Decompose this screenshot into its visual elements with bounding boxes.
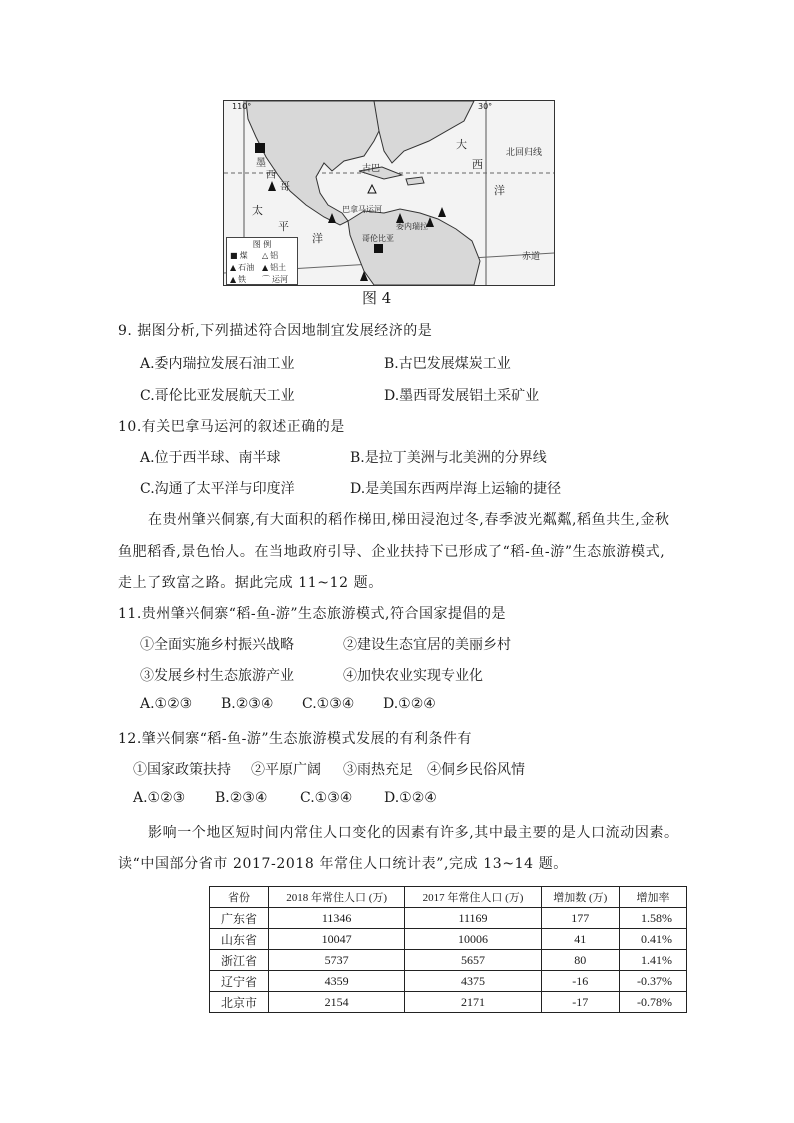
q12-option-d: D.①②④: [384, 790, 437, 806]
q10-option-a: A.位于西半球、南半球: [140, 450, 281, 466]
legend-item: [230, 262, 262, 273]
pacific-label-2: 平: [278, 220, 289, 233]
table-cell: 0.41%: [619, 929, 686, 950]
table-cell: 5657: [405, 950, 541, 971]
q11-statement-2: ②建设生态宜居的美丽乡村: [343, 637, 511, 653]
legend-item: [230, 274, 262, 285]
table-row: [210, 929, 687, 950]
legend-item: [262, 250, 294, 261]
table-cell: 2154: [269, 992, 405, 1013]
passage1-line1: 在贵州肇兴侗寨,有大面积的稻作梯田,梯田浸泡过冬,春季波光粼粼,稻鱼共生,金秋: [148, 512, 670, 528]
q12-option-a: A.①②③: [133, 790, 186, 806]
table-cell: -0.78%: [619, 992, 686, 1013]
province-cell: 山东省: [210, 929, 269, 950]
q11-option-a: A.①②③: [140, 696, 193, 712]
legend-label: 煤: [239, 251, 248, 260]
q11-statement-3: ③发展乡村生态旅游产业: [140, 668, 294, 684]
q12-statement-4: ④侗乡民俗风情: [427, 762, 525, 778]
q11-option-b: B.②③④: [221, 696, 274, 712]
panama-label: 巴拿马运河: [342, 205, 382, 214]
province-cell: 浙江省: [210, 950, 269, 971]
table-cell: 5737: [269, 950, 405, 971]
legend-label: 铝: [270, 251, 279, 260]
q9-option-c: C.哥伦比亚发展航天工业: [140, 388, 295, 404]
iron-icon: ▲: [230, 275, 237, 284]
q12-option-b: B.②③④: [215, 790, 268, 806]
table-cell: 11169: [405, 908, 541, 929]
table-cell: 4375: [405, 971, 541, 992]
table-cell: 11346: [269, 908, 405, 929]
column-header: 增加数 (万): [541, 887, 619, 908]
q10-option-d: D.是美国东西两岸海上运输的捷径: [350, 481, 562, 497]
venezuela-label: 委内瑞拉: [396, 222, 428, 231]
legend-label: 铝土: [270, 263, 287, 272]
coal-icon: ■: [230, 251, 238, 260]
colombia-label: 哥伦比亚: [362, 234, 394, 243]
legend-item: [262, 262, 294, 273]
q12-stem: 12.肇兴侗寨“稻-鱼-游”生态旅游模式发展的有利条件有: [118, 731, 473, 747]
legend-label: 石油: [238, 263, 255, 272]
figure-caption: 图 4: [362, 289, 392, 307]
q12-statement-3: ③雨热充足: [343, 762, 413, 778]
legend-label: 铁: [238, 275, 247, 284]
passage1-line2: 鱼肥稻香,景色怡人。在当地政府引导、企业扶持下已形成了“稻-鱼-游”生态旅游模式,: [118, 544, 666, 560]
atlantic-label-1: 大: [456, 138, 467, 151]
q9-option-a: A.委内瑞拉发展石油工业: [140, 356, 295, 372]
q11-option-d: D.①②④: [383, 696, 436, 712]
province-cell: 北京市: [210, 992, 269, 1013]
legend-title: 图 例: [252, 240, 272, 249]
province-cell: 辽宁省: [210, 971, 269, 992]
atlantic-label-3: 洋: [494, 184, 505, 197]
column-header: 2018 年常住人口 (万): [269, 887, 405, 908]
aluminum-marker: [368, 185, 376, 193]
q11-stem: 11.贵州肇兴侗寨“稻-鱼-游”生态旅游模式,符合国家提倡的是: [118, 606, 506, 622]
passage2-line1: 影响一个地区短时间内常住人口变化的因素有许多,其中最主要的是人口流动因素。: [148, 825, 679, 841]
lon-30-label: 30°: [478, 102, 493, 111]
table-cell: 177: [541, 908, 619, 929]
q11-statement-4: ④加快农业实现专业化: [343, 668, 483, 684]
atlantic-label-2: 西: [472, 158, 483, 171]
table-cell: 80: [541, 950, 619, 971]
q11-statement-1: ①全面实施乡村振兴战略: [140, 637, 294, 653]
table-cell: 2171: [405, 992, 541, 1013]
table-cell: 10006: [405, 929, 541, 950]
pacific-label-3: 洋: [312, 232, 323, 245]
coal-marker: [374, 244, 383, 253]
table-cell: -0.37%: [619, 971, 686, 992]
table-cell: 1.41%: [619, 950, 686, 971]
equator-label: 赤道: [522, 252, 541, 262]
legend-label: 运河: [272, 275, 288, 284]
coal-marker: [255, 143, 265, 153]
table-cell: 1.58%: [619, 908, 686, 929]
legend-item: [230, 250, 262, 261]
column-header: 增加率: [619, 887, 686, 908]
legend-item: [262, 274, 294, 285]
passage2-line2: 读“中国部分省市 2017-2018 年常住人口统计表”,完成 13~14 题。: [118, 856, 568, 872]
table-header-row: [210, 887, 687, 908]
cuba-label: 古巴: [362, 164, 381, 174]
q12-option-c: C.①③④: [300, 790, 353, 806]
map-legend: [226, 237, 298, 285]
mexico-label-3: 哥: [280, 182, 290, 193]
pacific-label-1: 太: [252, 204, 263, 217]
table-row: [210, 908, 687, 929]
tropic-label: 北回归线: [506, 148, 543, 158]
q12-statement-1: ①国家政策扶持: [133, 762, 231, 778]
column-header: 省份: [210, 887, 269, 908]
q10-option-c: C.沟通了太平洋与印度洋: [140, 481, 295, 497]
table-cell: -16: [541, 971, 619, 992]
q9-option-b: B.古巴发展煤炭工业: [384, 356, 511, 372]
q10-stem: 10.有关巴拿马运河的叙述正确的是: [118, 419, 345, 435]
table-cell: 10047: [269, 929, 405, 950]
q11-option-c: C.①③④: [302, 696, 355, 712]
lon-110-label: 110°: [232, 102, 252, 111]
map-figure: [223, 100, 555, 286]
passage1-line3: 走上了致富之路。据此完成 11~12 题。: [118, 575, 383, 591]
canal-icon: ⌒: [262, 275, 270, 284]
mexico-label-2: 西: [266, 170, 276, 181]
province-cell: 广东省: [210, 908, 269, 929]
table-cell: 41: [541, 929, 619, 950]
table-cell: -17: [541, 992, 619, 1013]
table-row: [210, 992, 687, 1013]
mexico-label-1: 墨: [256, 158, 266, 169]
table-row: [210, 971, 687, 992]
q9-option-d: D.墨西哥发展铝土采矿业: [384, 388, 540, 404]
bauxite-icon: ▲: [262, 263, 269, 272]
q10-option-b: B.是拉丁美洲与北美洲的分界线: [350, 450, 547, 466]
table-row: [210, 950, 687, 971]
oil-icon: ▲: [230, 263, 237, 272]
bauxite-marker: [438, 207, 446, 217]
population-table: [209, 886, 687, 1013]
table-cell: 4359: [269, 971, 405, 992]
oil-marker: [268, 181, 276, 191]
aluminum-icon: △: [262, 251, 269, 260]
column-header: 2017 年常住人口 (万): [405, 887, 541, 908]
q12-statement-2: ②平原广阔: [251, 762, 321, 778]
q9-stem: 9. 据图分析,下列描述符合因地制宜发展经济的是: [118, 323, 433, 339]
